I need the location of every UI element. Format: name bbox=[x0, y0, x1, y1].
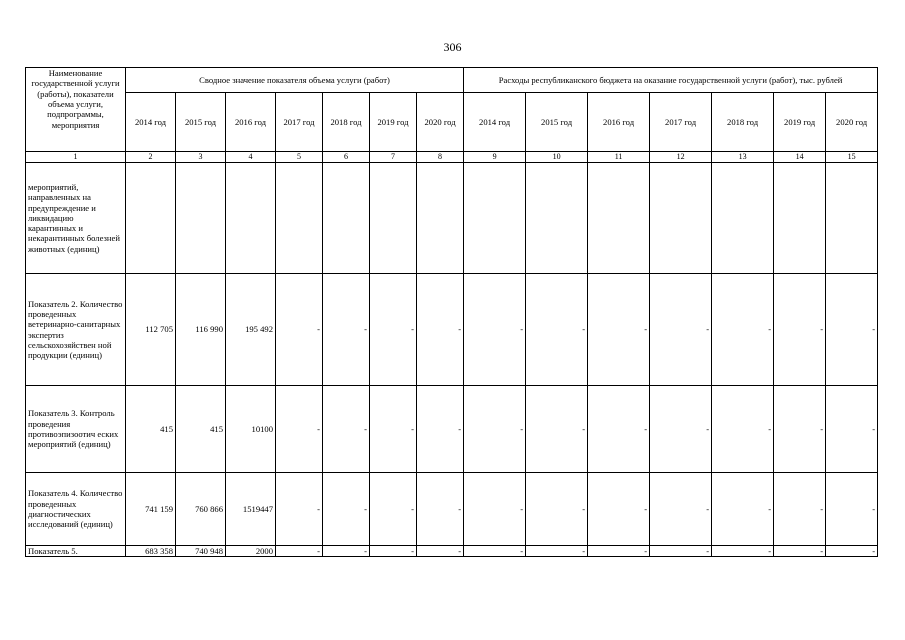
value-cell: - bbox=[323, 386, 370, 473]
value-cell: 195 492 bbox=[226, 274, 276, 386]
value-cell: - bbox=[417, 274, 464, 386]
value-cell: - bbox=[526, 473, 588, 546]
value-cell: - bbox=[650, 473, 712, 546]
row-name-cell: Показатель 4. Количество проведенных диагностических исследований (единиц) bbox=[26, 473, 126, 546]
value-cell: 741 159 bbox=[126, 473, 176, 546]
column-number-cell: 9 bbox=[464, 152, 526, 163]
value-cell: - bbox=[712, 546, 774, 557]
header-year-cell: 2017 год bbox=[650, 93, 712, 152]
value-cell: - bbox=[526, 386, 588, 473]
column-number-cell: 14 bbox=[774, 152, 826, 163]
value-cell: - bbox=[370, 473, 417, 546]
value-cell bbox=[826, 163, 878, 274]
column-number-cell: 7 bbox=[370, 152, 417, 163]
state-service-table bbox=[25, 67, 878, 557]
header-year-cell: 2018 год bbox=[323, 93, 370, 152]
value-cell bbox=[774, 163, 826, 274]
value-cell: - bbox=[276, 546, 323, 557]
header-row-groups bbox=[26, 68, 878, 93]
header-year-cell: 2018 год bbox=[712, 93, 774, 152]
value-cell: - bbox=[774, 473, 826, 546]
column-number-cell: 4 bbox=[226, 152, 276, 163]
value-cell: - bbox=[588, 546, 650, 557]
value-cell: - bbox=[650, 274, 712, 386]
header-year-cell: 2019 год bbox=[370, 93, 417, 152]
value-cell: - bbox=[826, 546, 878, 557]
value-cell: - bbox=[526, 274, 588, 386]
value-cell bbox=[712, 163, 774, 274]
value-cell: - bbox=[712, 386, 774, 473]
value-cell: 415 bbox=[126, 386, 176, 473]
value-cell: 760 866 bbox=[176, 473, 226, 546]
value-cell: - bbox=[650, 546, 712, 557]
value-cell: 2000 bbox=[226, 546, 276, 557]
value-cell bbox=[650, 163, 712, 274]
table-row bbox=[26, 274, 878, 386]
value-cell: - bbox=[826, 386, 878, 473]
value-cell: - bbox=[276, 386, 323, 473]
column-number-cell: 5 bbox=[276, 152, 323, 163]
value-cell: - bbox=[650, 386, 712, 473]
value-cell: - bbox=[464, 386, 526, 473]
value-cell: - bbox=[588, 386, 650, 473]
header-row-years bbox=[26, 93, 878, 152]
header-year-cell: 2016 год bbox=[588, 93, 650, 152]
value-cell: - bbox=[370, 386, 417, 473]
value-cell bbox=[226, 163, 276, 274]
value-cell: - bbox=[370, 546, 417, 557]
column-number-cell: 11 bbox=[588, 152, 650, 163]
value-cell: - bbox=[712, 473, 774, 546]
value-cell: - bbox=[712, 274, 774, 386]
value-cell: 1519447 bbox=[226, 473, 276, 546]
column-number-cell: 15 bbox=[826, 152, 878, 163]
value-cell: - bbox=[323, 274, 370, 386]
value-cell bbox=[323, 163, 370, 274]
header-year-cell: 2014 год bbox=[464, 93, 526, 152]
column-number-cell: 6 bbox=[323, 152, 370, 163]
value-cell bbox=[276, 163, 323, 274]
value-cell bbox=[176, 163, 226, 274]
column-number-cell: 12 bbox=[650, 152, 712, 163]
value-cell: - bbox=[323, 546, 370, 557]
value-cell: - bbox=[276, 274, 323, 386]
table-row bbox=[26, 163, 878, 274]
value-cell bbox=[464, 163, 526, 274]
header-year-cell: 2015 год bbox=[526, 93, 588, 152]
value-cell: - bbox=[276, 473, 323, 546]
column-number-cell: 1 bbox=[26, 152, 126, 163]
value-cell: - bbox=[588, 274, 650, 386]
value-cell bbox=[370, 163, 417, 274]
value-cell: - bbox=[464, 546, 526, 557]
header-year-cell: 2016 год bbox=[226, 93, 276, 152]
value-cell: 116 990 bbox=[176, 274, 226, 386]
header-row-column-numbers bbox=[26, 152, 878, 163]
value-cell bbox=[126, 163, 176, 274]
header-name-column: Наименование государственной услуги (работы), показатели объема услуги, подпрограммы, мероприятия bbox=[26, 68, 126, 152]
value-cell: - bbox=[826, 473, 878, 546]
value-cell: - bbox=[588, 473, 650, 546]
table-row bbox=[26, 386, 878, 473]
value-cell: - bbox=[464, 274, 526, 386]
value-cell: - bbox=[774, 546, 826, 557]
value-cell bbox=[417, 163, 464, 274]
value-cell: 10100 bbox=[226, 386, 276, 473]
header-group-volume: Сводное значение показателя объема услуги (работ) bbox=[126, 68, 464, 93]
header-group-budget: Расходы республиканского бюджета на оказание государственной услуги (работ), тыс. рублей bbox=[464, 68, 878, 93]
value-cell: - bbox=[464, 473, 526, 546]
column-number-cell: 2 bbox=[126, 152, 176, 163]
value-cell: - bbox=[417, 546, 464, 557]
header-year-cell: 2020 год bbox=[417, 93, 464, 152]
value-cell: - bbox=[417, 473, 464, 546]
value-cell: - bbox=[774, 386, 826, 473]
row-name-cell: Показатель 2. Количество проведенных ветеринарно-санитарных экспертиз сельскохозяйствен ной продукции (единиц) bbox=[26, 274, 126, 386]
value-cell bbox=[588, 163, 650, 274]
column-number-cell: 3 bbox=[176, 152, 226, 163]
row-name-cell: мероприятий, направленных на предупреждение и ликвидацию карантинных и некарантинных болезней животных (единиц) bbox=[26, 163, 126, 274]
value-cell: - bbox=[526, 546, 588, 557]
header-year-cell: 2014 год bbox=[126, 93, 176, 152]
value-cell: - bbox=[323, 473, 370, 546]
value-cell: - bbox=[417, 386, 464, 473]
value-cell bbox=[526, 163, 588, 274]
header-year-cell: 2015 год bbox=[176, 93, 226, 152]
value-cell: - bbox=[826, 274, 878, 386]
row-name-cell: Показатель 5. bbox=[26, 546, 126, 557]
header-year-cell: 2017 год bbox=[276, 93, 323, 152]
value-cell: 740 948 bbox=[176, 546, 226, 557]
column-number-cell: 10 bbox=[526, 152, 588, 163]
column-number-cell: 8 bbox=[417, 152, 464, 163]
value-cell: 112 705 bbox=[126, 274, 176, 386]
column-number-cell: 13 bbox=[712, 152, 774, 163]
table-row bbox=[26, 473, 878, 546]
value-cell: 415 bbox=[176, 386, 226, 473]
value-cell: - bbox=[370, 274, 417, 386]
value-cell: - bbox=[774, 274, 826, 386]
table-row bbox=[26, 546, 878, 557]
page-number: 306 bbox=[443, 40, 462, 54]
header-year-cell: 2020 год bbox=[826, 93, 878, 152]
header-year-cell: 2019 год bbox=[774, 93, 826, 152]
row-name-cell: Показатель 3. Контроль проведения противоэпизоотич еских мероприятий (единиц) bbox=[26, 386, 126, 473]
value-cell: 683 358 bbox=[126, 546, 176, 557]
